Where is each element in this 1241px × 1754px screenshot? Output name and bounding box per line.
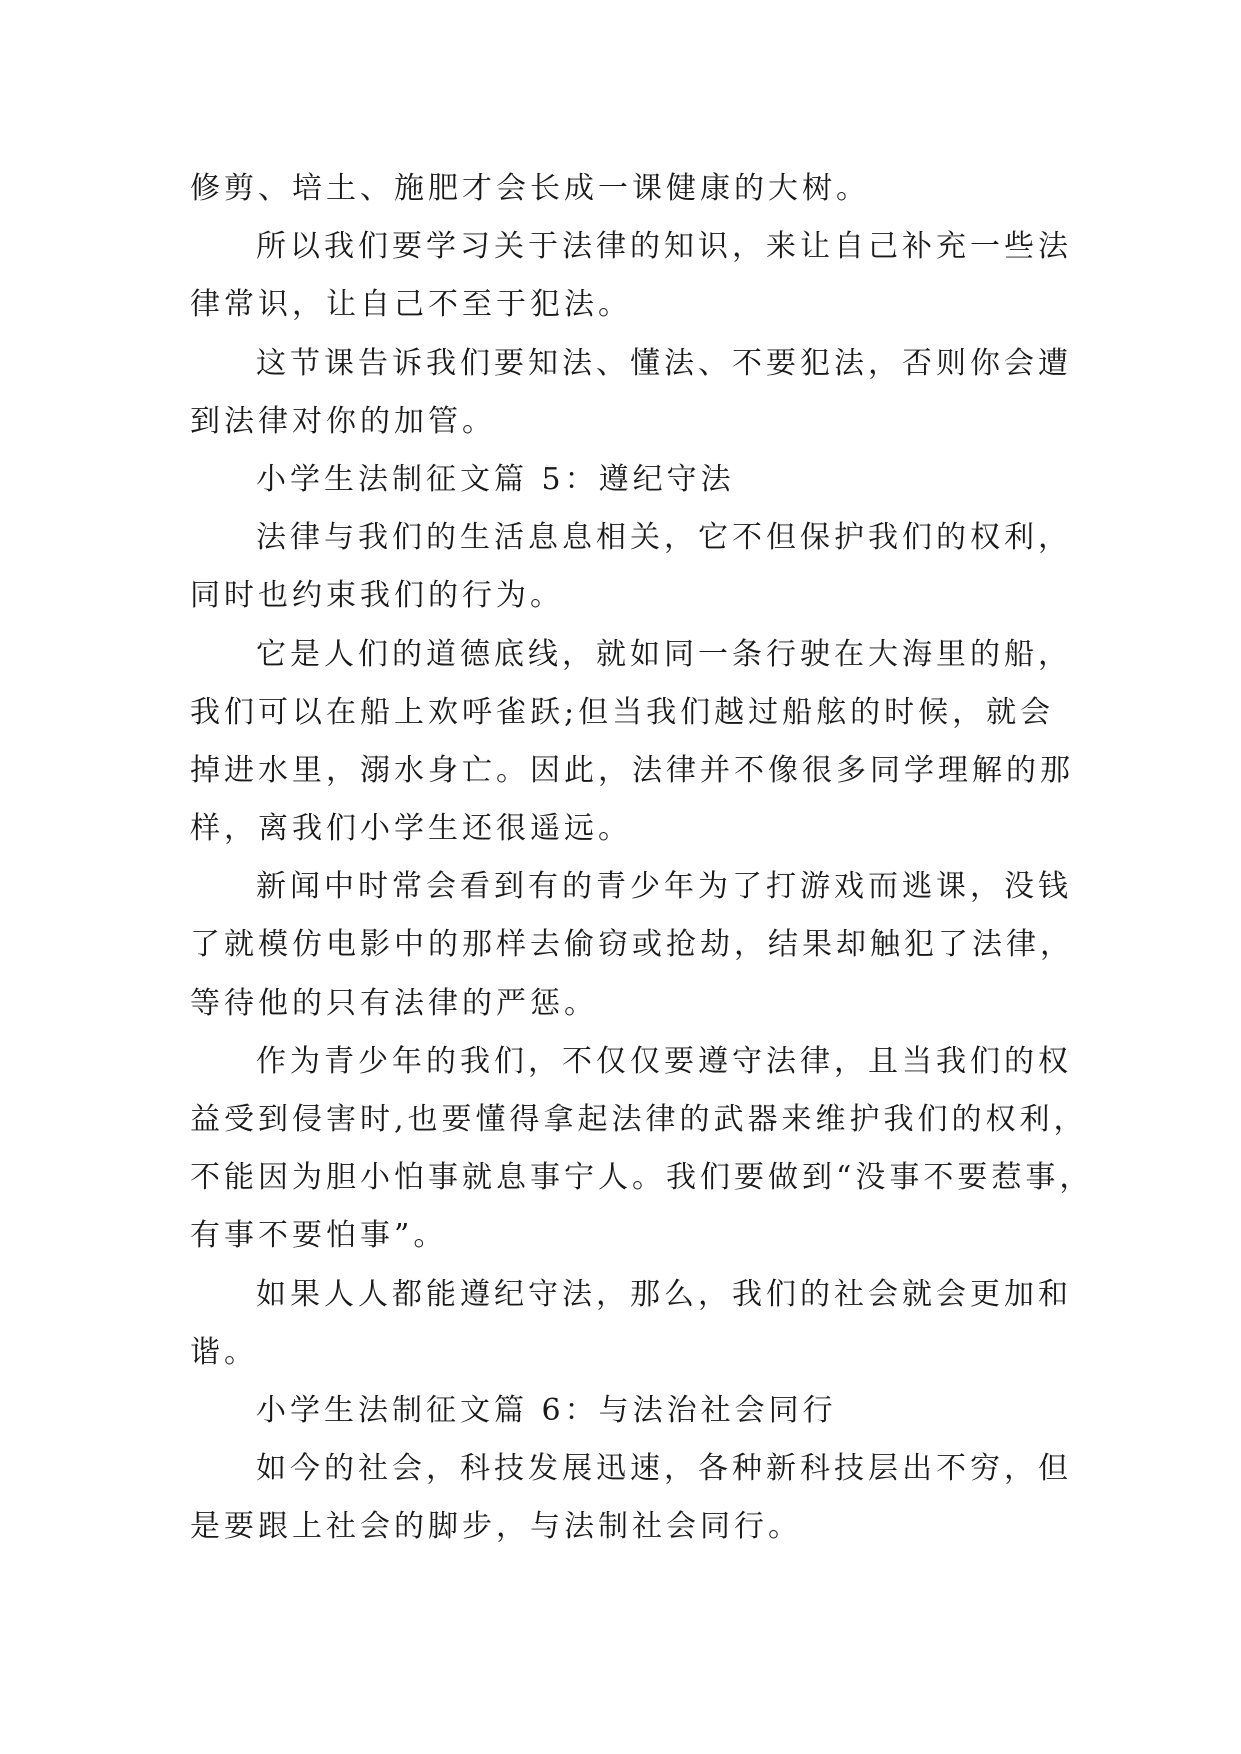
text-line: 掉进水里，溺水身亡。因此，法律并不像很多同学理解的那 xyxy=(190,752,1074,788)
document-body xyxy=(190,160,1094,1557)
text-line: 这节课告诉我们要知法、懂法、不要犯法，否则你会遭 xyxy=(256,345,1072,381)
text-line: 了就模仿电影中的那样去偷窃或抢劫，结果却触犯了法律， xyxy=(190,927,1074,963)
text-line: 小学生法制征文篇 6：与法治社会同行 xyxy=(256,1392,837,1428)
text-line: 谐。 xyxy=(190,1334,258,1370)
text-line: 小学生法制征文篇 5：遵纪守法 xyxy=(256,461,735,497)
text-line: 如果人人都能遵纪守法，那么，我们的社会就会更加和 xyxy=(256,1276,1072,1312)
text-line: 是要跟上社会的脚步，与法制社会同行。 xyxy=(190,1509,802,1545)
text-line: 法律与我们的生活息息相关，它不但保护我们的权利， xyxy=(256,520,1072,556)
text-line: 益受到侵害时,也要懂得拿起法律的武器来维护我们的权利， xyxy=(190,1102,1088,1137)
text-line: 作为青少年的我们，不仅仅要遵守法律，且当我们的权 xyxy=(256,1043,1072,1079)
text-line: 到法律对你的加管。 xyxy=(190,403,496,439)
text-line: 新闻中时常会看到有的青少年为了打游戏而逃课，没钱 xyxy=(256,869,1072,905)
text-line: 有事不要怕事”。 xyxy=(190,1218,448,1254)
text-line: 等待他的只有法律的严惩。 xyxy=(190,985,598,1021)
text-line: 修剪、培土、施肥才会长成一课健康的大树。 xyxy=(190,171,870,206)
text-line: 不能因为胆小怕事就息事宁人。我们要做到“没事不要惹事， xyxy=(190,1160,1094,1196)
text-line: 它是人们的道德底线，就如同一条行驶在大海里的船， xyxy=(256,636,1072,672)
text-line: 如今的社会，科技发展迅速，各种新科技层出不穷，但 xyxy=(256,1451,1072,1487)
text-line: 样，离我们小学生还很遥远。 xyxy=(190,811,632,847)
text-line: 所以我们要学习关于法律的知识，来让自己补充一些法 xyxy=(256,229,1072,265)
text-line: 我们可以在船上欢呼雀跃;但当我们越过船舷的时候，就会 xyxy=(190,694,1055,730)
text-line: 同时也约束我们的行为。 xyxy=(190,578,564,614)
text-line: 律常识，让自己不至于犯法。 xyxy=(190,287,632,323)
